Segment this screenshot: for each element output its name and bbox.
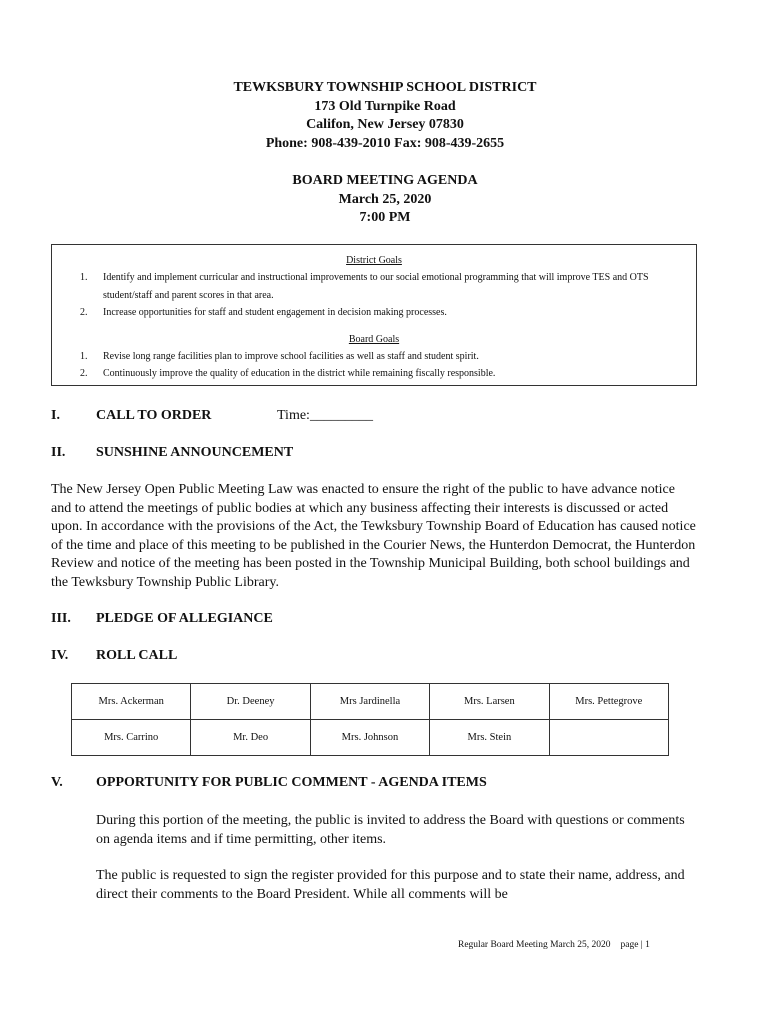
- roll-call-table: [71, 683, 669, 756]
- section-number: IV.: [51, 648, 69, 663]
- agenda-date: March 25, 2020: [338, 191, 432, 207]
- roll-call-cell: Mrs. Pettegrove: [549, 684, 668, 720]
- section-title: PLEDGE OF ALLEGIANCE: [96, 611, 273, 626]
- board-goal: [52, 348, 696, 366]
- agenda-heading: [0, 172, 770, 228]
- section-title: CALL TO ORDER: [96, 408, 212, 423]
- roll-call-cell: Mrs. Carrino: [72, 720, 191, 756]
- district-city: Califon, New Jersey 07830: [306, 117, 464, 132]
- goal-number: 1.: [80, 272, 88, 283]
- district-header: [0, 79, 770, 153]
- roll-call-cell: Mrs. Stein: [430, 720, 549, 756]
- section-number: III.: [51, 611, 71, 626]
- district-phone-fax: Phone: 908-439-2010 Fax: 908-439-2655: [265, 135, 505, 151]
- goal-text: Continuously improve the quality of education in the district while remaining fiscally responsible.: [103, 368, 496, 379]
- roll-call-cell: Mrs Jardinella: [310, 684, 429, 720]
- roll-call-cell: Mr. Deo: [191, 720, 310, 756]
- district-goals-title: District Goals: [346, 255, 402, 266]
- goal-text: Identify and implement curricular and instructional improvements to our social emotional programming that will improve TES and OTS student/staff and parent scores in that area.: [103, 272, 649, 301]
- footer-meeting: Regular Board Meeting March 25, 2020: [458, 940, 611, 950]
- sunshine-paragraph: The New Jersey Open Public Meeting Law was enacted to ensure the right of the public to have advance notice and to attend the meetings of public bodies at which any business affecting their interests is discussed or acted upon. In accordance with the provisions of the Act, the Tewksbury Township Board of Education has caused notice of the time and place of this meeting to be published in the Courier News, the Hunterdon Democrat, the Hunterdon Review and notice of the meeting has been posted in the Township Municipal Building, both school buildings and the Tewksbury Township Public Library.: [51, 482, 696, 590]
- goal-number: 1.: [80, 350, 88, 362]
- roll-call-cell: [549, 720, 668, 756]
- section-number: V.: [51, 775, 63, 790]
- district-name: TEWKSBURY TOWNSHIP SCHOOL DISTRICT: [233, 80, 537, 95]
- section-title: ROLL CALL: [96, 648, 178, 663]
- call-to-order-time: Time:_________: [277, 408, 373, 423]
- roll-call-cell: Mrs. Ackerman: [72, 684, 191, 720]
- district-goal: [52, 269, 696, 304]
- goals-box: [51, 244, 697, 386]
- goal-text: Revise long range facilities plan to improve school facilities as well as staff and student spirit.: [103, 350, 479, 362]
- section-number: II.: [51, 445, 66, 460]
- public-comment-paragraph-1: During this portion of the meeting, the public is invited to address the Board with questions or comments on agenda items and if time permitting, other items.: [96, 813, 685, 847]
- public-comment-paragraph-2: The public is requested to sign the register provided for this purpose and to state their name, address, and direct their comments to the Board President. While all comments will be: [96, 868, 685, 902]
- agenda-time: 7:00 PM: [359, 210, 411, 225]
- goal-number: 2.: [80, 307, 88, 318]
- board-goals-title: Board Goals: [348, 333, 400, 345]
- roll-call-cell: Dr. Deeney: [191, 684, 310, 720]
- roll-call-cell: Mrs. Johnson: [310, 720, 429, 756]
- board-goal: [52, 365, 696, 383]
- goal-number: 2.: [80, 368, 88, 379]
- goal-text: Increase opportunities for staff and student engagement in decision making processes.: [103, 307, 447, 318]
- district-address: 173 Old Turnpike Road: [314, 98, 456, 114]
- section-title: SUNSHINE ANNOUNCEMENT: [96, 445, 294, 460]
- agenda-title: BOARD MEETING AGENDA: [292, 173, 478, 188]
- section-number: I.: [51, 408, 60, 423]
- section-title: OPPORTUNITY FOR PUBLIC COMMENT - AGENDA ITEMS: [96, 775, 487, 790]
- footer-page-number: page | 1: [620, 940, 650, 950]
- table-row: [72, 684, 669, 720]
- district-goal: [52, 304, 696, 322]
- roll-call-cell: Mrs. Larsen: [430, 684, 549, 720]
- page-footer: [458, 940, 650, 950]
- table-row: [72, 720, 669, 756]
